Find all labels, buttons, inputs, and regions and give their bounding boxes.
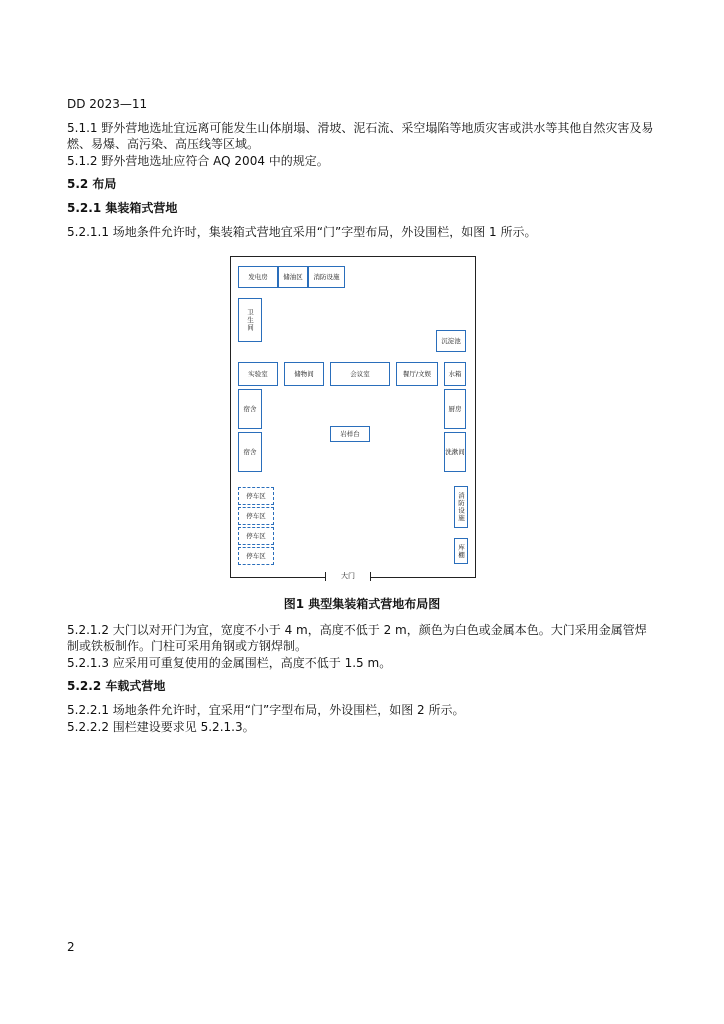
room-kitchen: 厨房	[444, 389, 466, 429]
room-water-tank: 水箱	[444, 362, 466, 386]
paragraph-5-2-2-1: 5.2.2.1 场地条件允许时，宜采用“门”字型布局，外设围栏，如图 2 所示。	[67, 703, 465, 717]
room-fire-equipment: 消防设施	[308, 266, 345, 288]
gate-post-left	[325, 572, 326, 581]
room-dining: 餐厅/文娱	[396, 362, 438, 386]
heading-5-2-1: 5.2.1 集装箱式营地	[67, 201, 178, 215]
room-fire-equipment-2: 消防设施	[454, 486, 468, 528]
heading-5-2: 5.2 布局	[67, 177, 117, 191]
page-number: 2	[67, 940, 75, 954]
parking-area-1: 停车区	[238, 487, 274, 505]
room-fuel: 储油区	[278, 266, 308, 288]
paragraph-5-1-2: 5.1.2 野外营地选址应符合 AQ 2004 中的规定。	[67, 154, 329, 168]
gate-post-right	[370, 572, 371, 581]
paragraph-5-2-1-3: 5.2.1.3 应采用可重复使用的金属围栏，高度不低于 1.5 m。	[67, 656, 392, 670]
room-storage: 储物间	[284, 362, 324, 386]
core-sample-table: 岩样台	[330, 426, 370, 442]
parking-area-2: 停车区	[238, 507, 274, 525]
room-meeting: 会议室	[330, 362, 390, 386]
room-shed: 库棚	[454, 538, 468, 564]
room-laundry: 洗漱间	[444, 432, 466, 472]
room-lab: 实验室	[238, 362, 278, 386]
room-generator: 发电房	[238, 266, 278, 288]
room-sewage-pond: 沉淀池	[436, 330, 466, 352]
room-dorm-1: 宿舍	[238, 389, 262, 429]
room-dorm-2: 宿舍	[238, 432, 262, 472]
parking-area-3: 停车区	[238, 527, 274, 545]
doc-code: DD 2023—11	[67, 97, 148, 111]
parking-area-4: 停车区	[238, 547, 274, 565]
heading-5-2-2: 5.2.2 车载式营地	[67, 679, 166, 693]
paragraph-5-2-1-2: 5.2.1.2 大门以对开门为宜，宽度不小于 4 m，高度不低于 2 m，颜色为白色或金属本色。大门采用金属管焊制或铁板制作。门柱可采用角钢或方钢焊制。	[67, 623, 647, 653]
figure-caption: 图1 典型集装箱式营地布局图	[283, 597, 441, 611]
paragraph-5-1-1: 5.1.1 野外营地选址宜远离可能发生山体崩塌、滑坡、泥石流、采空塌陷等地质灾害或洪水等其他自然灾害及易燃、易爆、高污染、高压线等区域。	[67, 121, 654, 151]
gate-label: 大门	[341, 572, 355, 580]
paragraph-5-2-2-2: 5.2.2.2 围栏建设要求见 5.2.1.3。	[67, 720, 255, 734]
paragraph-5-2-1-1: 5.2.1.1 场地条件允许时，集装箱式营地宜采用“门”字型布局，外设围栏，如图 1 所示。	[67, 225, 537, 239]
room-toilet: 卫生间	[238, 298, 262, 342]
